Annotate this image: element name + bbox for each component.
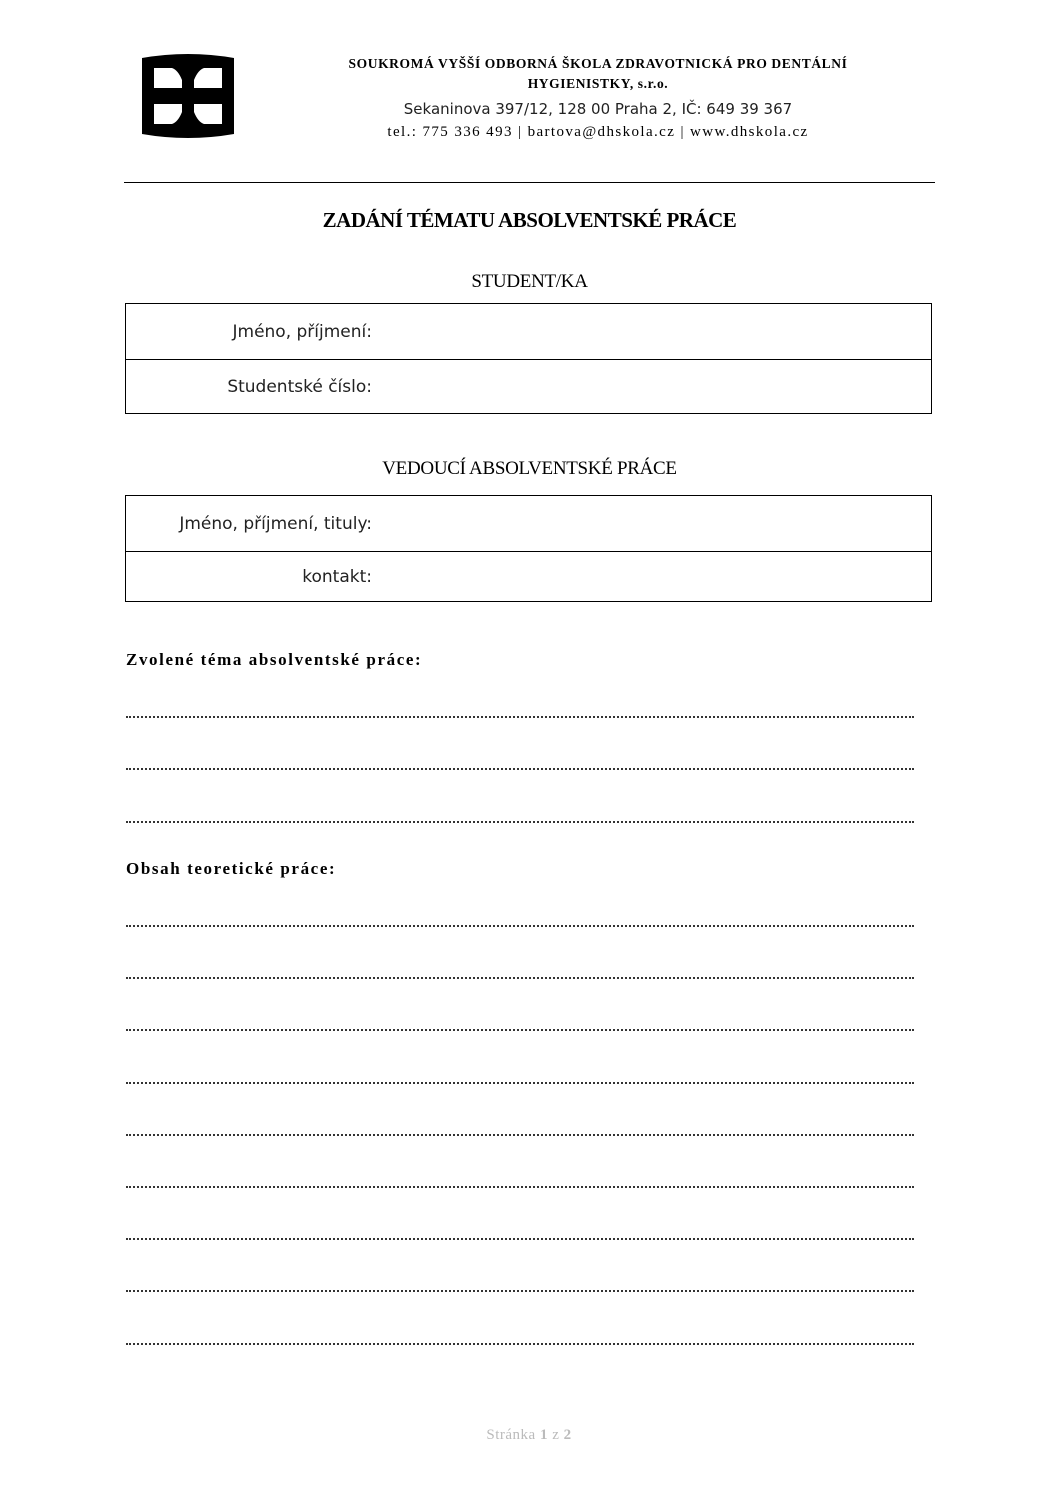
topic-line[interactable] [126, 768, 914, 770]
content-line[interactable] [126, 925, 914, 927]
supervisor-name-row [126, 496, 931, 551]
supervisor-section-heading: VEDOUCÍ ABSOLVENTSKÉ PRÁCE [382, 458, 677, 479]
content-line[interactable] [126, 1343, 914, 1345]
student-name-field[interactable] [380, 304, 931, 359]
content-line[interactable] [126, 1238, 914, 1240]
document-title: ZADÁNÍ TÉMATU ABSOLVENTSKÉ PRÁCE [322, 208, 737, 232]
footer-page-number: 1 [539, 1427, 548, 1443]
school-name-line1: SOUKROMÁ VYŠŠÍ ODBORNÁ ŠKOLA ZDRAVOTNICKÁ PRO DENTÁLNÍ [348, 56, 848, 71]
footer-separator: z [552, 1427, 560, 1443]
letterhead [290, 54, 906, 141]
content-line[interactable] [126, 1134, 914, 1136]
topic-heading: Zvolené téma absolventské práce: [126, 650, 423, 669]
student-number-label: Studentské číslo: [227, 376, 372, 397]
supervisor-name-label: Jméno, příjmení, tituly: [179, 513, 372, 534]
student-name-row [126, 304, 931, 359]
student-number-row [126, 359, 931, 413]
topic-line[interactable] [126, 716, 914, 718]
content-line[interactable] [126, 1290, 914, 1292]
content-heading: Obsah teoretické práce: [126, 859, 337, 878]
school-logo [138, 50, 238, 142]
content-line[interactable] [126, 1029, 914, 1031]
supervisor-contact-row [126, 551, 931, 601]
content-line[interactable] [126, 1186, 914, 1188]
student-section-heading: STUDENT/KA [471, 271, 588, 292]
header-divider [124, 182, 935, 183]
supervisor-contact-label: kontakt: [302, 566, 372, 587]
supervisor-name-field[interactable] [380, 496, 931, 551]
student-number-field[interactable] [380, 360, 931, 413]
content-line[interactable] [126, 1082, 914, 1084]
footer-prefix: Stránka [486, 1427, 536, 1443]
school-contact: tel.: 775 336 493 | bartova@dhskola.cz | www.dhskola.cz [387, 124, 809, 140]
supervisor-contact-field[interactable] [380, 552, 931, 601]
content-line[interactable] [126, 977, 914, 979]
student-table [125, 303, 932, 414]
page-footer [0, 1427, 1058, 1444]
topic-line[interactable] [126, 821, 914, 823]
supervisor-table [125, 495, 932, 602]
footer-total-pages: 2 [563, 1427, 572, 1443]
school-name-line2: HYGIENISTKY, s.r.o. [527, 76, 669, 91]
student-name-label: Jméno, příjmení: [232, 321, 372, 342]
school-address: Sekaninova 397/12, 128 00 Praha 2, IČ: 649 39 367 [403, 100, 793, 118]
